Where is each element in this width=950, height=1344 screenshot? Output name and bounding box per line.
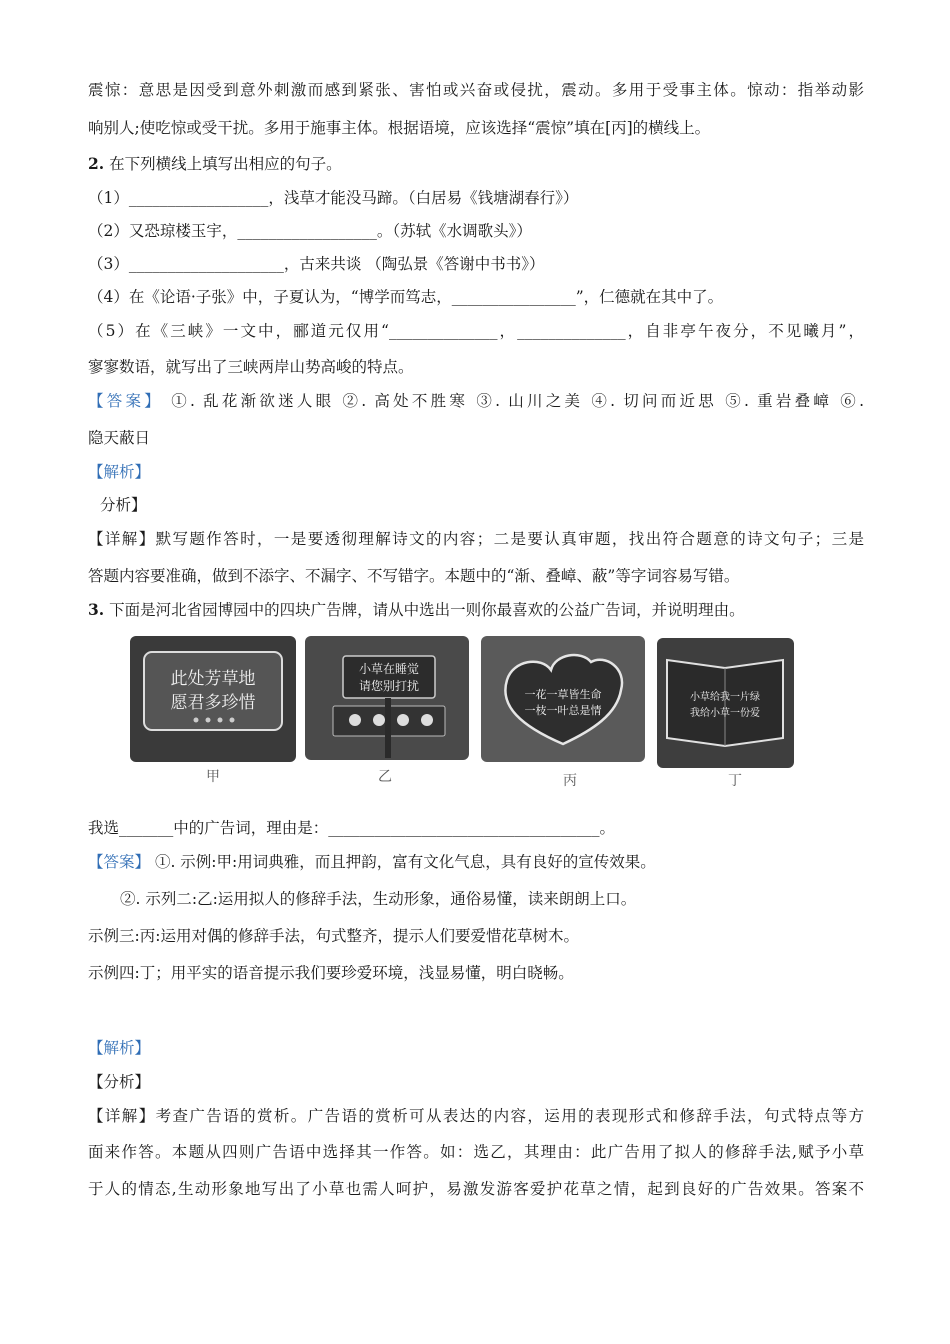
question-text: 在下列横线上填写出相应的句子。: [104, 155, 342, 173]
analysis-label: 分析】: [100, 496, 147, 514]
sign-text-b: 一枝一叶总是情: [524, 704, 602, 717]
answer-line: [88, 391, 864, 411]
detail-text: 默写题作答时，一是要透彻理解诗文的内容；二是要认真审题，找出符合题意的诗文句子；三是: [155, 530, 864, 548]
sign-photo-yi: [305, 636, 469, 760]
sign-text-b: 我给小草一份爱: [690, 708, 760, 719]
question-number: 2.: [88, 154, 105, 173]
sign-text-a: 小草给我一片绿: [690, 692, 760, 703]
answer-tag: 【答案】: [88, 392, 164, 410]
paragraph-line: 响别人;使吃惊或受干扰。多用于施事主体。根据语境，应该选择“震惊”填在[丙]的横线上。: [88, 119, 711, 137]
sign-board-illustration: [657, 638, 794, 768]
photo-caption: 乙: [378, 769, 392, 785]
answer-text: ①. 示例:甲:用词典雅，而且押韵，富有文化气息，具有良好的宣传效果。: [150, 853, 656, 871]
sign-photo-bing: [481, 636, 645, 762]
sign-text-a: 此处芳草地: [170, 669, 256, 689]
analysis-tag: 【解析】: [88, 1039, 151, 1057]
fill-line: 我选_______中的广告词，理由是：___________________________________。: [88, 819, 616, 837]
question-3-title: [88, 600, 864, 620]
fill-item-3: （3）____________________，古来共谈 （陶弘景《答谢中书书》）: [88, 255, 545, 273]
question-text: 下面是河北省园博园中的四块广告牌，请从中选出一则你最喜欢的公益广告词，并说明理由。: [104, 601, 745, 619]
question-number: 3.: [88, 600, 105, 619]
answer-example-2: ②. 示列二:乙:运用拟人的修辞手法，生动形象，通俗易懂，读来朗朗上口。: [120, 890, 637, 908]
sign-text-a: 小草在睡觉: [358, 662, 420, 676]
sign-board-illustration: [481, 636, 645, 762]
analysis-label: 【分析】: [88, 1073, 151, 1091]
sign-text-b: 请您别打扰: [358, 679, 420, 693]
sign-photo-ding: [657, 638, 794, 768]
sign-photos: [128, 632, 796, 790]
fill-item-4: （4）在《论语·子张》中，子夏认为，“博学而笃志，________________”，仁德就在其中了。: [88, 288, 724, 306]
photo-caption: 丁: [728, 773, 742, 789]
sign-board-illustration: [130, 636, 296, 762]
sign-text-b: 愿君多珍惜: [170, 693, 256, 713]
fill-item-1: （1）__________________，浅草才能没马蹄。（白居易《钱塘湖春行》）: [88, 189, 579, 207]
answer-line: [88, 852, 864, 872]
detail-line-cont: 面来作答。本题从四则广告语中选择其一作答。如：选乙，其理由：此广告用了拟人的修辞手法,赋予小草: [88, 1143, 864, 1161]
detail-line: [88, 529, 864, 549]
answer-tag: 【答案】: [88, 853, 151, 871]
fill-item-5-cont: 寥寥数语，就写出了三峡两岸山势高峻的特点。: [88, 358, 414, 376]
sign-board-illustration: [305, 636, 469, 760]
answer-example-3: 示例三:丙:运用对偶的修辞手法，句式整齐，提示人们要爱惜花草树木。: [88, 927, 579, 945]
detail-text: 考查广告语的赏析。广告语的赏析可从表达的内容，运用的表现形式和修辞手法，句式特点等方: [155, 1107, 864, 1125]
sign-photo-jia: [130, 636, 296, 762]
question-2-title: [88, 154, 864, 174]
detail-line: [88, 1106, 864, 1126]
photo-caption: 甲: [206, 769, 220, 785]
fill-item-2: （2）又恐琼楼玉宇，__________________。（苏轼《水调歌头》）: [88, 222, 532, 240]
detail-line-cont: 于人的情态,生动形象地写出了小草也需人呵护，易激发游客爱护花草之情，起到良好的广告效果。答案不: [88, 1180, 864, 1198]
analysis-tag: 【解析】: [88, 463, 151, 481]
detail-tag: 【详解】: [88, 1107, 156, 1125]
detail-line-cont: 答题内容要准确，做到不添字、不漏字、不写错字。本题中的“渐、叠嶂、蔽”等字词容易写错。: [88, 567, 740, 585]
paragraph-line: 震惊：意思是因受到意外刺激而感到紧张、害怕或兴奋或侵扰，震动。多用于受事主体。惊动：指举动影: [88, 81, 864, 99]
photo-caption: 丙: [563, 773, 577, 789]
detail-tag: 【详解】: [88, 530, 156, 548]
sign-text-a: 一花一草皆生命: [524, 688, 602, 701]
answer-example-4: 示例四:丁；用平实的语音提示我们要珍爱环境，浅显易懂，明白晓畅。: [88, 964, 574, 982]
answer-line-cont: 隐天蔽日: [88, 429, 151, 447]
answer-text: ①. 乱花渐欲迷人眼 ②. 高处不胜寒 ③. 山川之美 ④. 切问而近思 ⑤. 重岩叠嶂 ⑥.: [163, 392, 864, 410]
fill-item-5: （5）在《三峡》一文中，郦道元仅用“______________，______________，自非亭午夜分，不见曦月”，: [88, 322, 864, 340]
